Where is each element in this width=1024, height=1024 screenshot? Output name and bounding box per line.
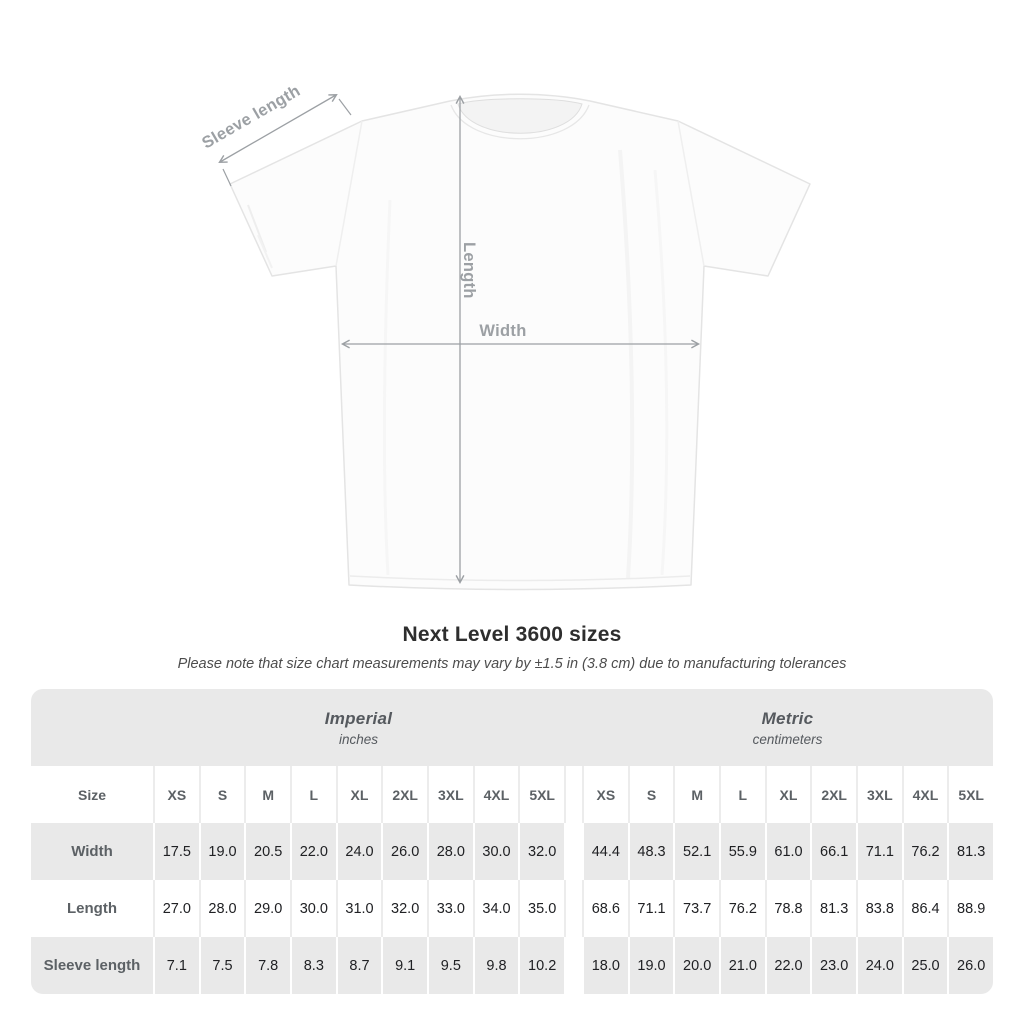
imperial-title: Imperial <box>324 708 393 728</box>
value-cell: 73.7 <box>673 880 719 937</box>
size-header-cell: 4XL <box>473 766 519 823</box>
value-cell: 86.4 <box>902 880 948 937</box>
value-cell: 61.0 <box>765 823 811 880</box>
value-cell: 26.0 <box>947 937 993 994</box>
row-label: Length <box>31 880 153 937</box>
value-cell: 7.8 <box>244 937 290 994</box>
value-cell: 32.0 <box>518 823 564 880</box>
size-header-cell: 5XL <box>518 766 564 823</box>
section-divider <box>564 880 582 937</box>
section-divider <box>564 766 582 823</box>
value-cell: 18.0 <box>582 937 628 994</box>
table-row <box>31 880 993 937</box>
value-cell: 22.0 <box>290 823 336 880</box>
imperial-unit: inches <box>338 731 379 747</box>
metric-unit: centimeters <box>752 731 823 747</box>
tolerance-note: Please note that size chart measurements may vary by ±1.5 in (3.8 cm) due to manufacturing tolerances <box>177 656 847 672</box>
size-header-cell: 3XL <box>856 766 902 823</box>
value-cell: 8.7 <box>336 937 382 994</box>
value-cell: 31.0 <box>336 880 382 937</box>
size-chart-table <box>31 689 993 994</box>
metric-title: Metric <box>761 708 814 728</box>
value-cell: 9.8 <box>473 937 519 994</box>
section-divider <box>564 937 582 994</box>
size-header-cell: XS <box>582 766 628 823</box>
value-cell: 22.0 <box>765 937 811 994</box>
size-header-cell: XL <box>765 766 811 823</box>
value-cell: 33.0 <box>427 880 473 937</box>
value-cell: 71.1 <box>628 880 674 937</box>
value-cell: 7.1 <box>153 937 199 994</box>
size-header-cell: M <box>244 766 290 823</box>
row-label: Sleeve length <box>31 937 153 994</box>
section-divider <box>564 823 582 880</box>
value-cell: 83.8 <box>856 880 902 937</box>
value-cell: 32.0 <box>381 880 427 937</box>
size-header-cell: 5XL <box>947 766 993 823</box>
value-cell: 68.6 <box>582 880 628 937</box>
value-cell: 29.0 <box>244 880 290 937</box>
page-title: Next Level 3600 sizes <box>402 623 622 646</box>
value-cell: 27.0 <box>153 880 199 937</box>
size-header-cell: L <box>719 766 765 823</box>
size-header-cell: S <box>628 766 674 823</box>
value-cell: 24.0 <box>336 823 382 880</box>
size-table-rows <box>31 766 993 994</box>
size-header-cell: M <box>673 766 719 823</box>
value-cell: 17.5 <box>153 823 199 880</box>
size-header-cell: S <box>199 766 245 823</box>
value-cell: 9.5 <box>427 937 473 994</box>
value-cell: 21.0 <box>719 937 765 994</box>
value-cell: 88.9 <box>947 880 993 937</box>
value-cell: 28.0 <box>199 880 245 937</box>
table-row <box>31 823 993 880</box>
value-cell: 81.3 <box>947 823 993 880</box>
size-header-cell: XL <box>336 766 382 823</box>
tshirt-illustration <box>230 94 810 589</box>
value-cell: 76.2 <box>902 823 948 880</box>
value-cell: 24.0 <box>856 937 902 994</box>
value-cell: 55.9 <box>719 823 765 880</box>
value-cell: 8.3 <box>290 937 336 994</box>
size-header-cell: 4XL <box>902 766 948 823</box>
value-cell: 44.4 <box>582 823 628 880</box>
row-label: Width <box>31 823 153 880</box>
value-cell: 19.0 <box>628 937 674 994</box>
value-cell: 35.0 <box>518 880 564 937</box>
value-cell: 28.0 <box>427 823 473 880</box>
value-cell: 30.0 <box>290 880 336 937</box>
value-cell: 30.0 <box>473 823 519 880</box>
length-label: Length <box>460 242 478 299</box>
value-cell: 20.5 <box>244 823 290 880</box>
value-cell: 10.2 <box>518 937 564 994</box>
value-cell: 81.3 <box>810 880 856 937</box>
size-header-cell: L <box>290 766 336 823</box>
value-cell: 76.2 <box>719 880 765 937</box>
value-cell: 66.1 <box>810 823 856 880</box>
sleeve-length-label: Sleeve length <box>199 81 304 153</box>
imperial-header <box>153 709 564 747</box>
size-header-cell: 2XL <box>810 766 856 823</box>
value-cell: 26.0 <box>381 823 427 880</box>
value-cell: 23.0 <box>810 937 856 994</box>
value-cell: 78.8 <box>765 880 811 937</box>
value-cell: 48.3 <box>628 823 674 880</box>
value-cell: 71.1 <box>856 823 902 880</box>
size-column-header: Size <box>31 766 153 823</box>
size-header-cell: XS <box>153 766 199 823</box>
width-label: Width <box>479 322 527 340</box>
size-header-cell: 2XL <box>381 766 427 823</box>
table-row <box>31 937 993 994</box>
value-cell: 20.0 <box>673 937 719 994</box>
size-header-cell: 3XL <box>427 766 473 823</box>
table-row <box>31 766 993 823</box>
value-cell: 52.1 <box>673 823 719 880</box>
metric-header <box>582 709 993 747</box>
value-cell: 7.5 <box>199 937 245 994</box>
value-cell: 25.0 <box>902 937 948 994</box>
value-cell: 9.1 <box>381 937 427 994</box>
value-cell: 34.0 <box>473 880 519 937</box>
value-cell: 19.0 <box>199 823 245 880</box>
unit-header-band <box>31 689 993 766</box>
